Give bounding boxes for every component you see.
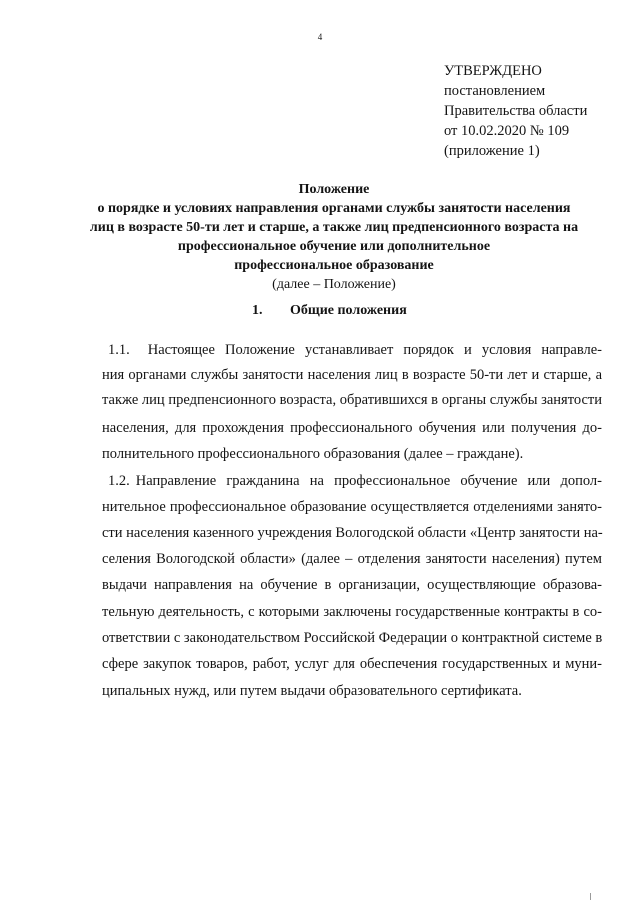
paragraph-line: ципальных нужд, или путем выдачи образовательного сертификата. [102, 683, 522, 699]
title-note: (далее – Положение) [272, 277, 396, 292]
title-line: профессиональное обучение или дополнительное [177, 239, 491, 254]
paragraph-line: выдачи направления на обучение в организации, осуществляющие образова- [102, 577, 602, 593]
paragraph-line: также лиц предпенсионного возраста, обратившихся в органы службы занятости [102, 392, 602, 408]
scan-mark [590, 893, 591, 900]
approval-line: УТВЕРЖДЕНО [444, 63, 542, 79]
title-line: профессиональное образование [234, 258, 434, 273]
paragraph-line: ния органами службы занятости населения лиц в возрасте 50-ти лет и старше, а [102, 367, 602, 383]
paragraph-line: тельную деятельность, с которыми заключены государственные контракты в со- [102, 604, 602, 620]
title-line: лиц в возрасте 50-ти лет и старше, а также лиц предпенсионного возраста на [89, 220, 579, 235]
approval-line: от 10.02.2020 № 109 [444, 123, 570, 139]
paragraph-line: ответствии с законодательством Российской Федерации о контрактной системе в [102, 630, 603, 646]
approval-line: Правительства области [444, 103, 588, 119]
paragraph-line: полнительного профессионального образования (далее – граждане). [102, 446, 524, 462]
paragraph-line: населения, для прохождения профессионального обучения или получения до- [102, 420, 602, 436]
approval-line: (приложение 1) [444, 143, 540, 159]
section-title: Общие положения [290, 303, 407, 318]
paragraph-line: сфере закупок товаров, работ, услуг для обеспечения государственных и муни- [102, 656, 602, 672]
document-title [60, 180, 608, 294]
title-line: Положение [298, 182, 370, 197]
paragraph-line: 1.1. Настоящее Положение устанавливает порядок и условия направле- [108, 342, 602, 358]
title-line: о порядке и условиях направления органами службы занятости населения [97, 201, 571, 216]
page-number: 4 [317, 32, 323, 42]
approval-line: постановлением [444, 83, 546, 99]
paragraph-line: селения Вологодской области» (далее – отделения занятости населения) путем [102, 551, 602, 567]
approval-stamp [444, 61, 587, 161]
paragraph-line: 1.2. Направление гражданина на профессиональное обучение или допол- [108, 473, 602, 489]
paragraph-number: 1.1. [108, 342, 130, 358]
section-number: 1. [252, 303, 263, 318]
paragraph-line: нительное профессиональное образование осуществляется отделениями занято- [102, 499, 602, 515]
paragraph-number: 1.2. [108, 473, 130, 489]
paragraph-line: сти населения казенного учреждения Вологодской области «Центр занятости на- [102, 525, 603, 541]
